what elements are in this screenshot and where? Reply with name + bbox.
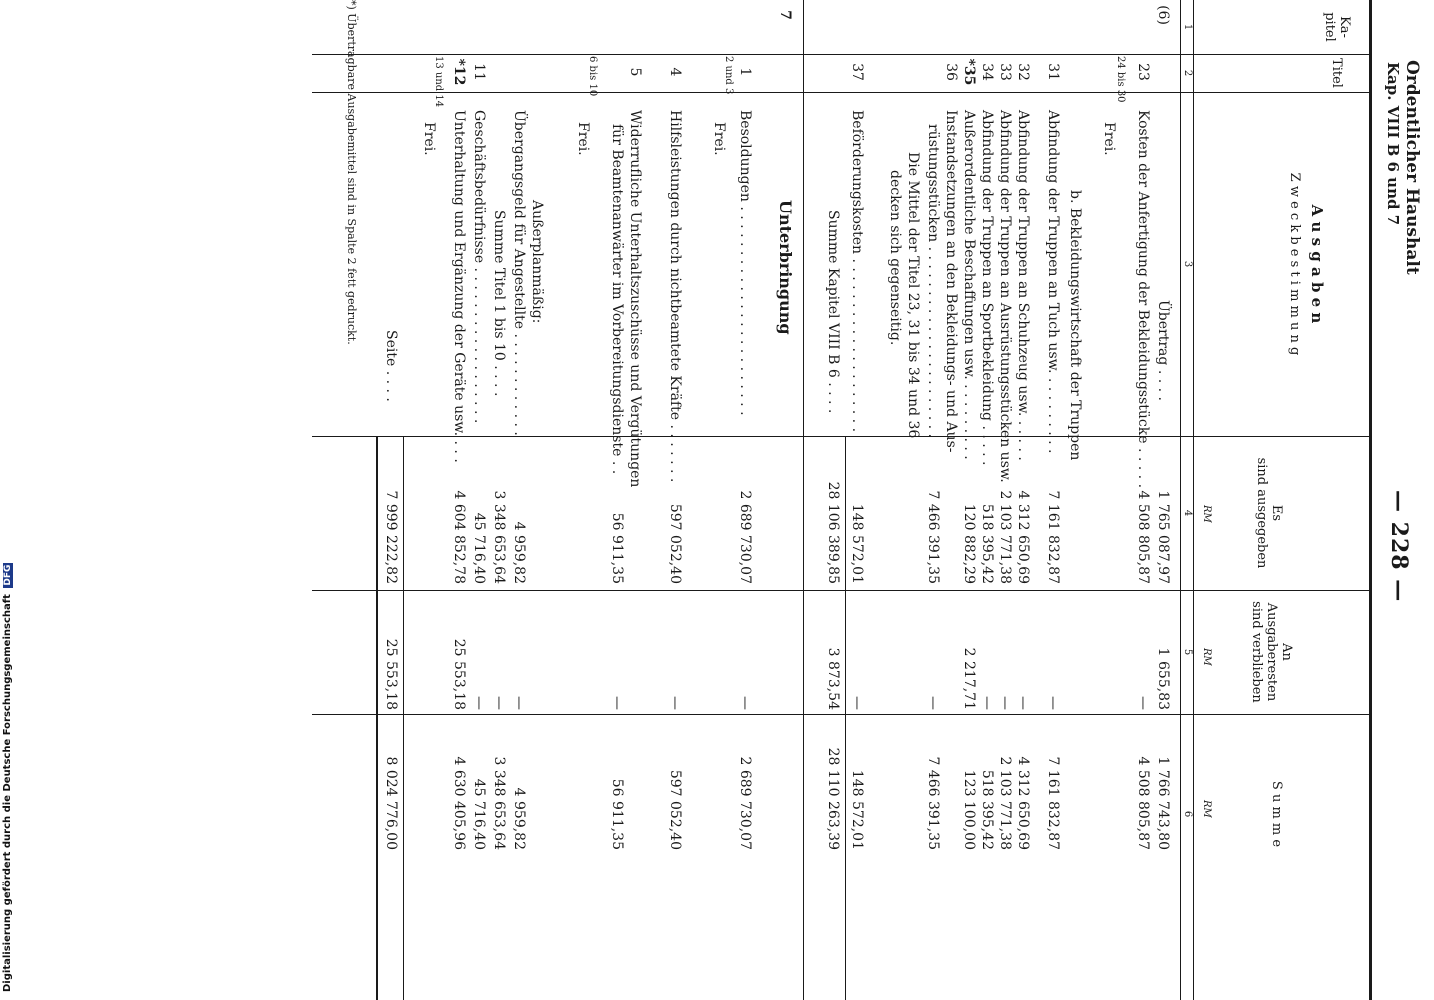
header-title: Ordentlicher Haushalt (1402, 60, 1422, 275)
dfg-credit-text: Digitalisierung gefördert durch die Deutsche Forschungsgemeinschaft (2, 594, 13, 992)
table-row: 33 Abfindung der Truppen an Ausrüstungsstücken usw. 2 103 771,38 — 2 103 771,38 (997, 63, 1013, 850)
unit-6: RM (1201, 800, 1212, 818)
sum-rule (845, 436, 846, 1000)
dfg-credit (2, 563, 13, 992)
footnote: *) Übertragbare Ausgabemittel sind in Spalte 2 fett gedruckt. (345, 0, 358, 345)
table-row: 6 bis 10 Frei. (575, 56, 598, 156)
colnum-rule (1180, 0, 1181, 1000)
table-row: 36 Instandsetzungen an den Bekleidungs- und Aus- (943, 63, 959, 453)
table-row: 32 Abfindung der Truppen an Schuhzeug usw. . . . . . 4 312 650,69 — 4 312 650,69 (1015, 63, 1031, 850)
table-row: Summe Titel 1 bis 10 . . . . 3 348 653,64 — 3 348 653,64 (491, 210, 507, 850)
table-row: *12 Unterhaltung und Ergänzung der Geräte usw. . . . 4 604 852,78 25 553,18 4 630 405,96 (451, 58, 467, 850)
dfg-logo: DFG (3, 564, 13, 586)
col-head-verblieben: An Ausgaberesten sind verblieben (1249, 601, 1294, 703)
unit-4: RM (1201, 505, 1212, 523)
header-bottom-rule (1193, 0, 1194, 1000)
table-row: 1 Besoldungen . . . . . . . . . . . . . . . . . . . . . . . . 2 689 730,07 — 2 689 730,07 (737, 67, 753, 850)
table-row: 34 Abfindung der Truppen an Sportbekleidung . . . . . 518 395,42 — 518 395,42 (979, 63, 995, 850)
table-row: 23 Kosten der Anfertigung der Bekleidungsstücke . . . . . 4 508 805,87 — 4 508 805,87 (1135, 63, 1151, 850)
table-row: für Beamtenanwärter im Vorbereitungsdienste . . 56 911,35 — 56 911,35 (609, 124, 625, 850)
colnum-4: 4 (1182, 509, 1193, 517)
table-row: rüstungsstücken . . . . . . . . . . . . . . . . . . . . . . 7 466 391,35 — 7 466 391,35 (925, 124, 941, 850)
colnum-1: 1 (1182, 23, 1193, 31)
table-row: (6) Übertrag . . . . 1 765 087,97 1 655,83 1 766 743,80 (1155, 5, 1171, 850)
unit-5: RM (1201, 648, 1212, 666)
table-row: Außerplanmäßig: (529, 200, 545, 324)
header-subtitle: Kap. VIII B 6 und 7 (1384, 62, 1402, 226)
table-row: 31 Abfindung der Truppen an Tuch usw. . . . . . . . . . 7 161 832,87 — 7 161 832,87 (1045, 63, 1061, 850)
table-top-rule (1369, 0, 1372, 1000)
table-row: 4 Hilfsleistungen durch nichtbeamtete Kräfte . . . . . . . 597 052,40 — 597 052,40 (667, 67, 683, 850)
table-row: 37 Beförderungskosten . . . . . . . . . . . . . . . . . . . . 148 572,01 — 148 572,01 (849, 63, 865, 850)
table-row: 5 Widerrufliche Unterhaltszuschüsse und Vergütungen (627, 67, 643, 488)
col-head-titel: Titel (1329, 58, 1344, 88)
table-row: Seite . . . . 7 999 222,82 25 553,18 8 024 776,00 (383, 330, 399, 850)
table-row: decken sich gegenseitig. (887, 170, 903, 346)
colnum-2: 2 (1182, 69, 1193, 77)
table-row: 24 bis 30 Frei. (1101, 56, 1126, 156)
page-number: — 228 — (1386, 490, 1412, 603)
table-row: Die Mittel der Titel 23, 31 bis 34 und 36 (905, 152, 921, 439)
colnum-6: 6 (1182, 810, 1193, 818)
page-sum-double-rule (376, 436, 378, 1000)
page-sum-rule (403, 436, 404, 1000)
colnum-5: 5 (1182, 648, 1193, 656)
col-head-kapitel: Ka- pitel (1322, 12, 1352, 42)
col-head-summe: S u m m e (1269, 780, 1284, 848)
col-head-ausgegeben: Es sind ausgegeben (1254, 457, 1284, 569)
table-row: 13 und 14 Frei. (421, 56, 444, 156)
table-row: b. Bekleidungswirtschaft der Truppen (1067, 190, 1083, 461)
kapitel-separator (803, 0, 804, 1000)
col-head-zweck: Z w e c k b e s t i m m u n g (1287, 172, 1302, 356)
table-row: 11 Geschäftsbedürfnisse . . . . . . . . . . . . . . . . . . 45 716,40 — 45 716,40 (471, 63, 487, 850)
table-row: 2 und 3 Frei. (711, 56, 734, 156)
colnum-3: 3 (1182, 260, 1193, 268)
col-head-ausgaben: A u s g a b e n (1308, 204, 1326, 324)
table-row: 7 Unterbringung (776, 10, 795, 335)
table-row: *35 Außerordentliche Beschaffungen usw. . . . . . . . . . 120 882,29 2 217,71 123 100,00 (961, 58, 977, 850)
table-row: Übergangsgeld für Angestellte . . . . . . . . . . . . 4 959,82 — 4 959,82 (511, 110, 527, 850)
table-row: Summe Kapitel VIII B 6 . . . . 28 106 389,85 3 873,54 28 110 263,39 (825, 210, 841, 850)
